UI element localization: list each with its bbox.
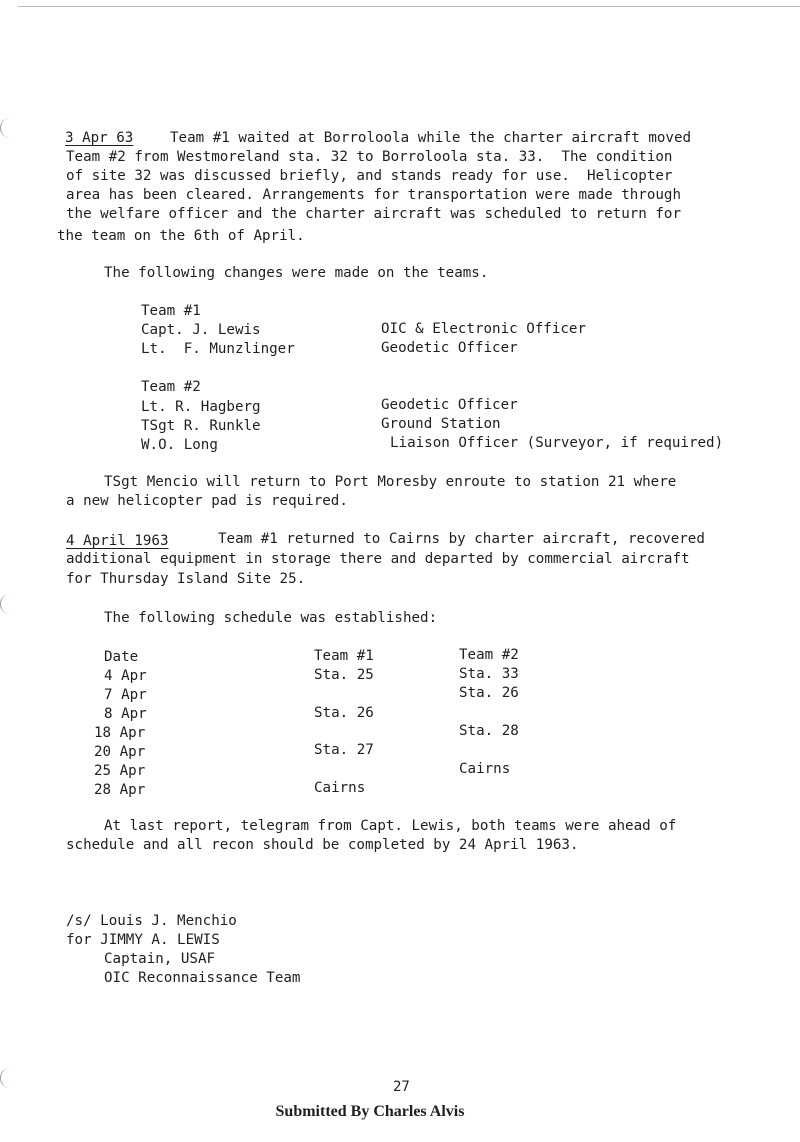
paragraph-line: TSgt Mencio will return to Port Moresby enroute to station 21 where xyxy=(104,474,677,490)
page-number: 27 xyxy=(393,1079,410,1095)
entry-date: 3 Apr 63 xyxy=(65,130,134,146)
paragraph-line: of site 32 was discussed briefly, and stands ready for use. Helicopter xyxy=(66,168,673,184)
margin-hole-mark xyxy=(0,594,13,614)
team-member-role: OIC & Electronic Officer xyxy=(381,321,586,337)
schedule-cell-team1: Sta. 26 xyxy=(314,705,374,721)
paragraph-line: the welfare officer and the charter aircraft was scheduled to return for xyxy=(66,206,681,222)
schedule-cell-date: 8 Apr xyxy=(104,706,147,722)
schedule-header-date: Date xyxy=(104,649,139,665)
signature-line: for JIMMY A. LEWIS xyxy=(66,932,220,948)
team-member-role: Geodetic Officer xyxy=(381,340,518,356)
schedule-cell-date: 4 Apr xyxy=(104,668,147,684)
team-member-name: W.O. Long xyxy=(141,437,218,453)
submitted-by-credit: Submitted By Charles Alvis xyxy=(275,1103,465,1120)
margin-hole-mark xyxy=(0,118,13,138)
paragraph-line: the team on the 6th of April. xyxy=(57,228,305,244)
schedule-cell-team2: Cairns xyxy=(459,761,511,777)
schedule-intro: The following schedule was established: xyxy=(104,610,438,626)
signature-line: /s/ Louis J. Menchio xyxy=(66,913,237,929)
paragraph-line: a new helicopter pad is required. xyxy=(66,493,348,509)
team-member-name: Lt. F. Munzlinger xyxy=(141,341,295,357)
schedule-cell-team2: Sta. 28 xyxy=(459,723,519,739)
signature-line: Captain, USAF xyxy=(104,951,216,967)
schedule-cell-date: 20 Apr xyxy=(94,744,146,760)
schedule-cell-team1: Sta. 27 xyxy=(314,742,374,758)
team-member-name: Capt. J. Lewis xyxy=(141,322,261,338)
paragraph-line: for Thursday Island Site 25. xyxy=(66,571,306,587)
paragraph-line: area has been cleared. Arrangements for transportation were made through xyxy=(66,187,681,203)
schedule-cell-team1: Cairns xyxy=(314,780,366,796)
schedule-cell-team1: Sta. 25 xyxy=(314,667,374,683)
schedule-cell-date: 7 Apr xyxy=(104,687,147,703)
page-top-edge xyxy=(18,6,800,7)
paragraph-line: Team #2 from Westmoreland sta. 32 to Borroloola sta. 33. The condition xyxy=(66,149,673,165)
schedule-cell-date: 25 Apr xyxy=(94,763,146,779)
changes-intro: The following changes were made on the teams. xyxy=(104,265,489,281)
team-member-role: Liaison Officer (Surveyor, if required) xyxy=(390,435,724,451)
paragraph-line: schedule and all recon should be completed by 24 April 1963. xyxy=(66,837,579,853)
schedule-cell-date: 28 Apr xyxy=(94,782,146,798)
paragraph-line: Team #1 returned to Cairns by charter aircraft, recovered xyxy=(218,531,705,547)
margin-hole-mark xyxy=(0,1068,13,1088)
schedule-cell-date: 18 Apr xyxy=(94,725,146,741)
schedule-header-team1: Team #1 xyxy=(314,648,374,664)
paragraph-line: Team #1 waited at Borroloola while the charter aircraft moved xyxy=(170,130,692,146)
entry-date: 4 April 1963 xyxy=(66,533,169,549)
paragraph-line: At last report, telegram from Capt. Lewis, both teams were ahead of xyxy=(104,818,677,834)
paragraph-line: additional equipment in storage there and departed by commercial aircraft xyxy=(66,551,690,567)
team2-title: Team #2 xyxy=(141,379,201,395)
signature-line: OIC Reconnaissance Team xyxy=(104,970,301,986)
schedule-cell-team2: Sta. 33 xyxy=(459,666,519,682)
team-member-role: Geodetic Officer xyxy=(381,397,518,413)
schedule-header-team2: Team #2 xyxy=(459,647,519,663)
team-member-name: TSgt R. Runkle xyxy=(141,418,261,434)
schedule-cell-team2: Sta. 26 xyxy=(459,685,519,701)
team-member-name: Lt. R. Hagberg xyxy=(141,399,261,415)
team1-title: Team #1 xyxy=(141,303,201,319)
team-member-role: Ground Station xyxy=(381,416,501,432)
